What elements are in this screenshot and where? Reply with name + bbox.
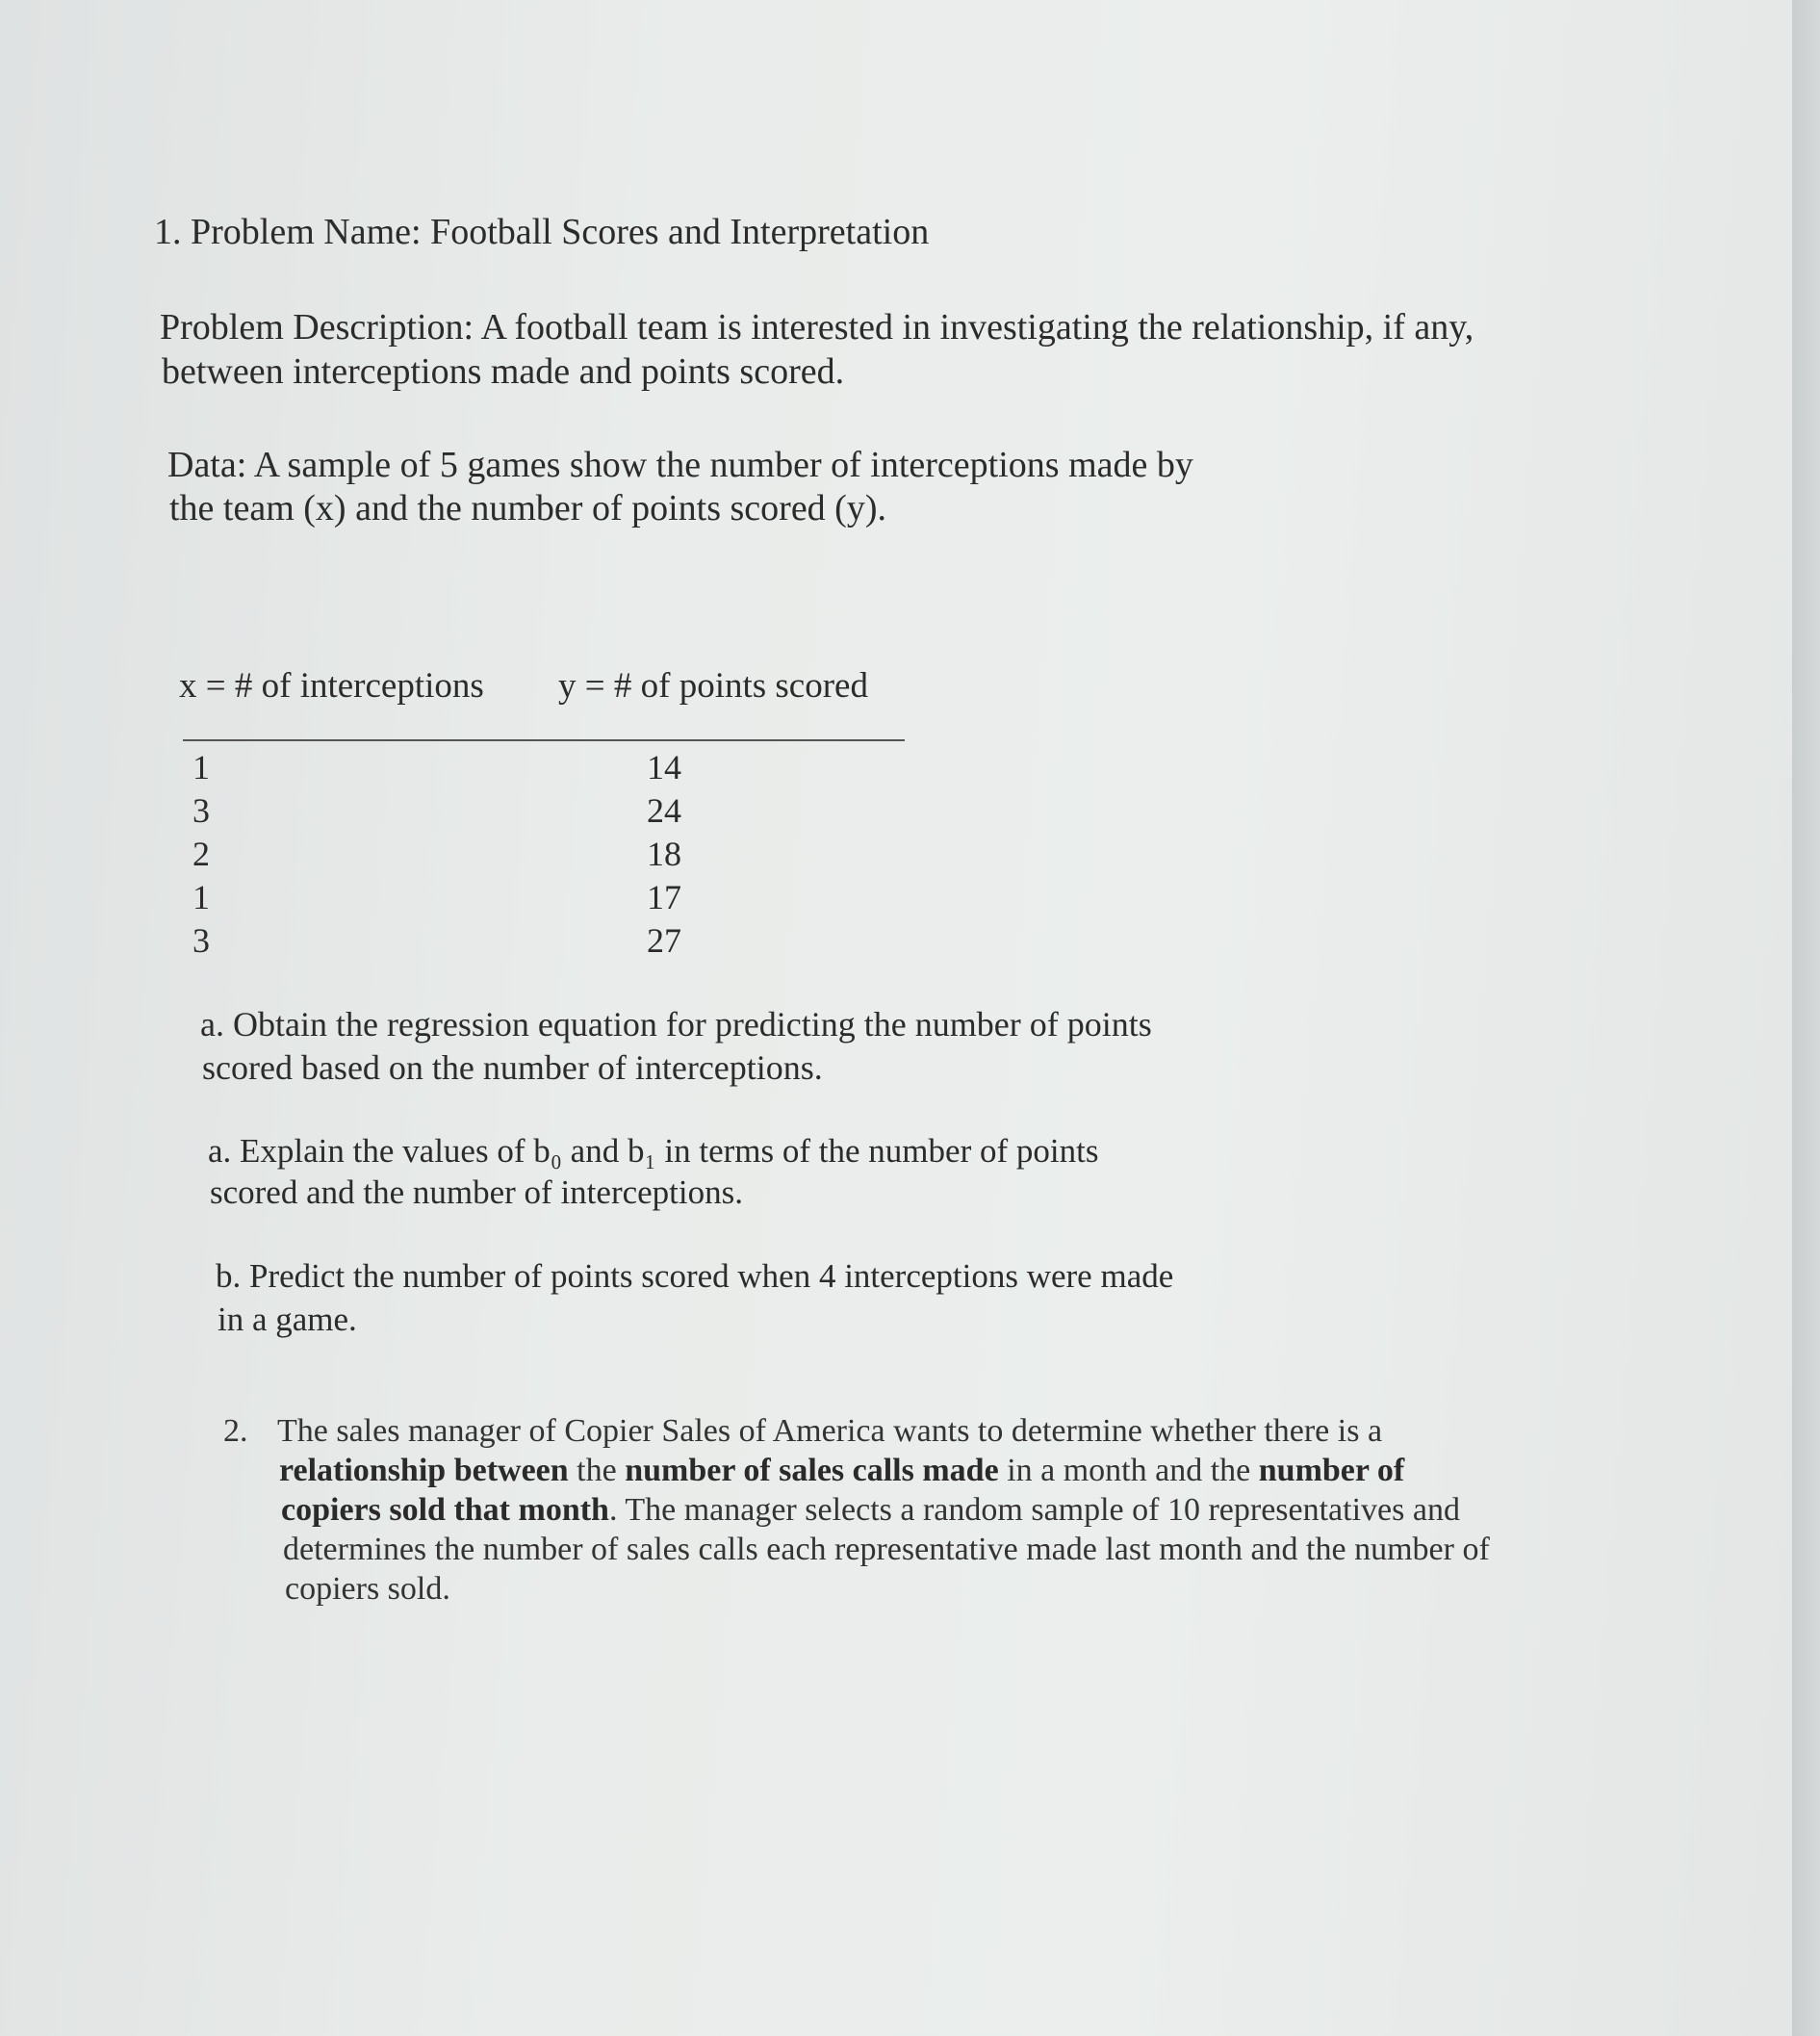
problem-2-line-4: determines the number of sales calls each representative made last month and the number of bbox=[283, 1532, 1490, 1567]
table-column-y bbox=[635, 746, 693, 963]
table-cell-x: 3 bbox=[192, 791, 210, 830]
problem-description-line-2: between interceptions made and points scored. bbox=[162, 351, 845, 392]
problem-1-title: 1. Problem Name: Football Scores and Interpretation bbox=[154, 212, 930, 252]
question-a-regression-line-1: a. Obtain the regression equation for predicting the number of points bbox=[200, 1005, 1152, 1044]
data-line-2: the team (x) and the number of points scored (y). bbox=[169, 488, 886, 528]
table-header-x: x = # of interceptions bbox=[179, 666, 484, 706]
table-cell-y: 14 bbox=[647, 748, 681, 786]
table-header-rule bbox=[183, 739, 905, 741]
table-cell-y: 18 bbox=[647, 835, 681, 873]
problem-2-line-3: copiers sold that month. The manager selects a random sample of 10 representatives and bbox=[281, 1492, 1460, 1528]
table-cell-y: 24 bbox=[647, 791, 681, 830]
question-b-predict-line-2: in a game. bbox=[218, 1301, 357, 1338]
problem-2-line-1: The sales manager of Copier Sales of America wants to determine whether there is a bbox=[277, 1413, 1383, 1449]
problem-description-line-1: Problem Description: A football team is interested in investigating the relationship, if any, bbox=[160, 307, 1474, 348]
table-header-y: y = # of points scored bbox=[558, 666, 868, 706]
table-column-x bbox=[192, 746, 241, 963]
data-line-1: Data: A sample of 5 games show the number of interceptions made by bbox=[167, 445, 1193, 485]
table-cell-x: 1 bbox=[192, 748, 210, 786]
problem-2-number: 2. bbox=[223, 1413, 248, 1449]
table-cell-y: 27 bbox=[647, 921, 681, 960]
background-edge bbox=[1792, 0, 1820, 2036]
question-b-predict-line-1: b. Predict the number of points scored when 4 interceptions were made bbox=[216, 1257, 1174, 1295]
table-cell-x: 2 bbox=[192, 835, 210, 873]
question-a-explain-line-1: a. Explain the values of b₀ and b₁ in terms of the number of points bbox=[208, 1132, 1099, 1170]
question-a-explain-line-2: scored and the number of interceptions. bbox=[210, 1173, 743, 1211]
table-cell-x: 3 bbox=[192, 921, 210, 960]
problem-2-line-2: relationship between the number of sales calls made in a month and the number of bbox=[279, 1453, 1405, 1488]
problem-2-line-5: copiers sold. bbox=[285, 1571, 450, 1607]
question-a-regression-line-2: scored based on the number of interceptions. bbox=[202, 1048, 823, 1087]
table-cell-x: 1 bbox=[192, 878, 210, 916]
table-cell-y: 17 bbox=[647, 878, 681, 916]
